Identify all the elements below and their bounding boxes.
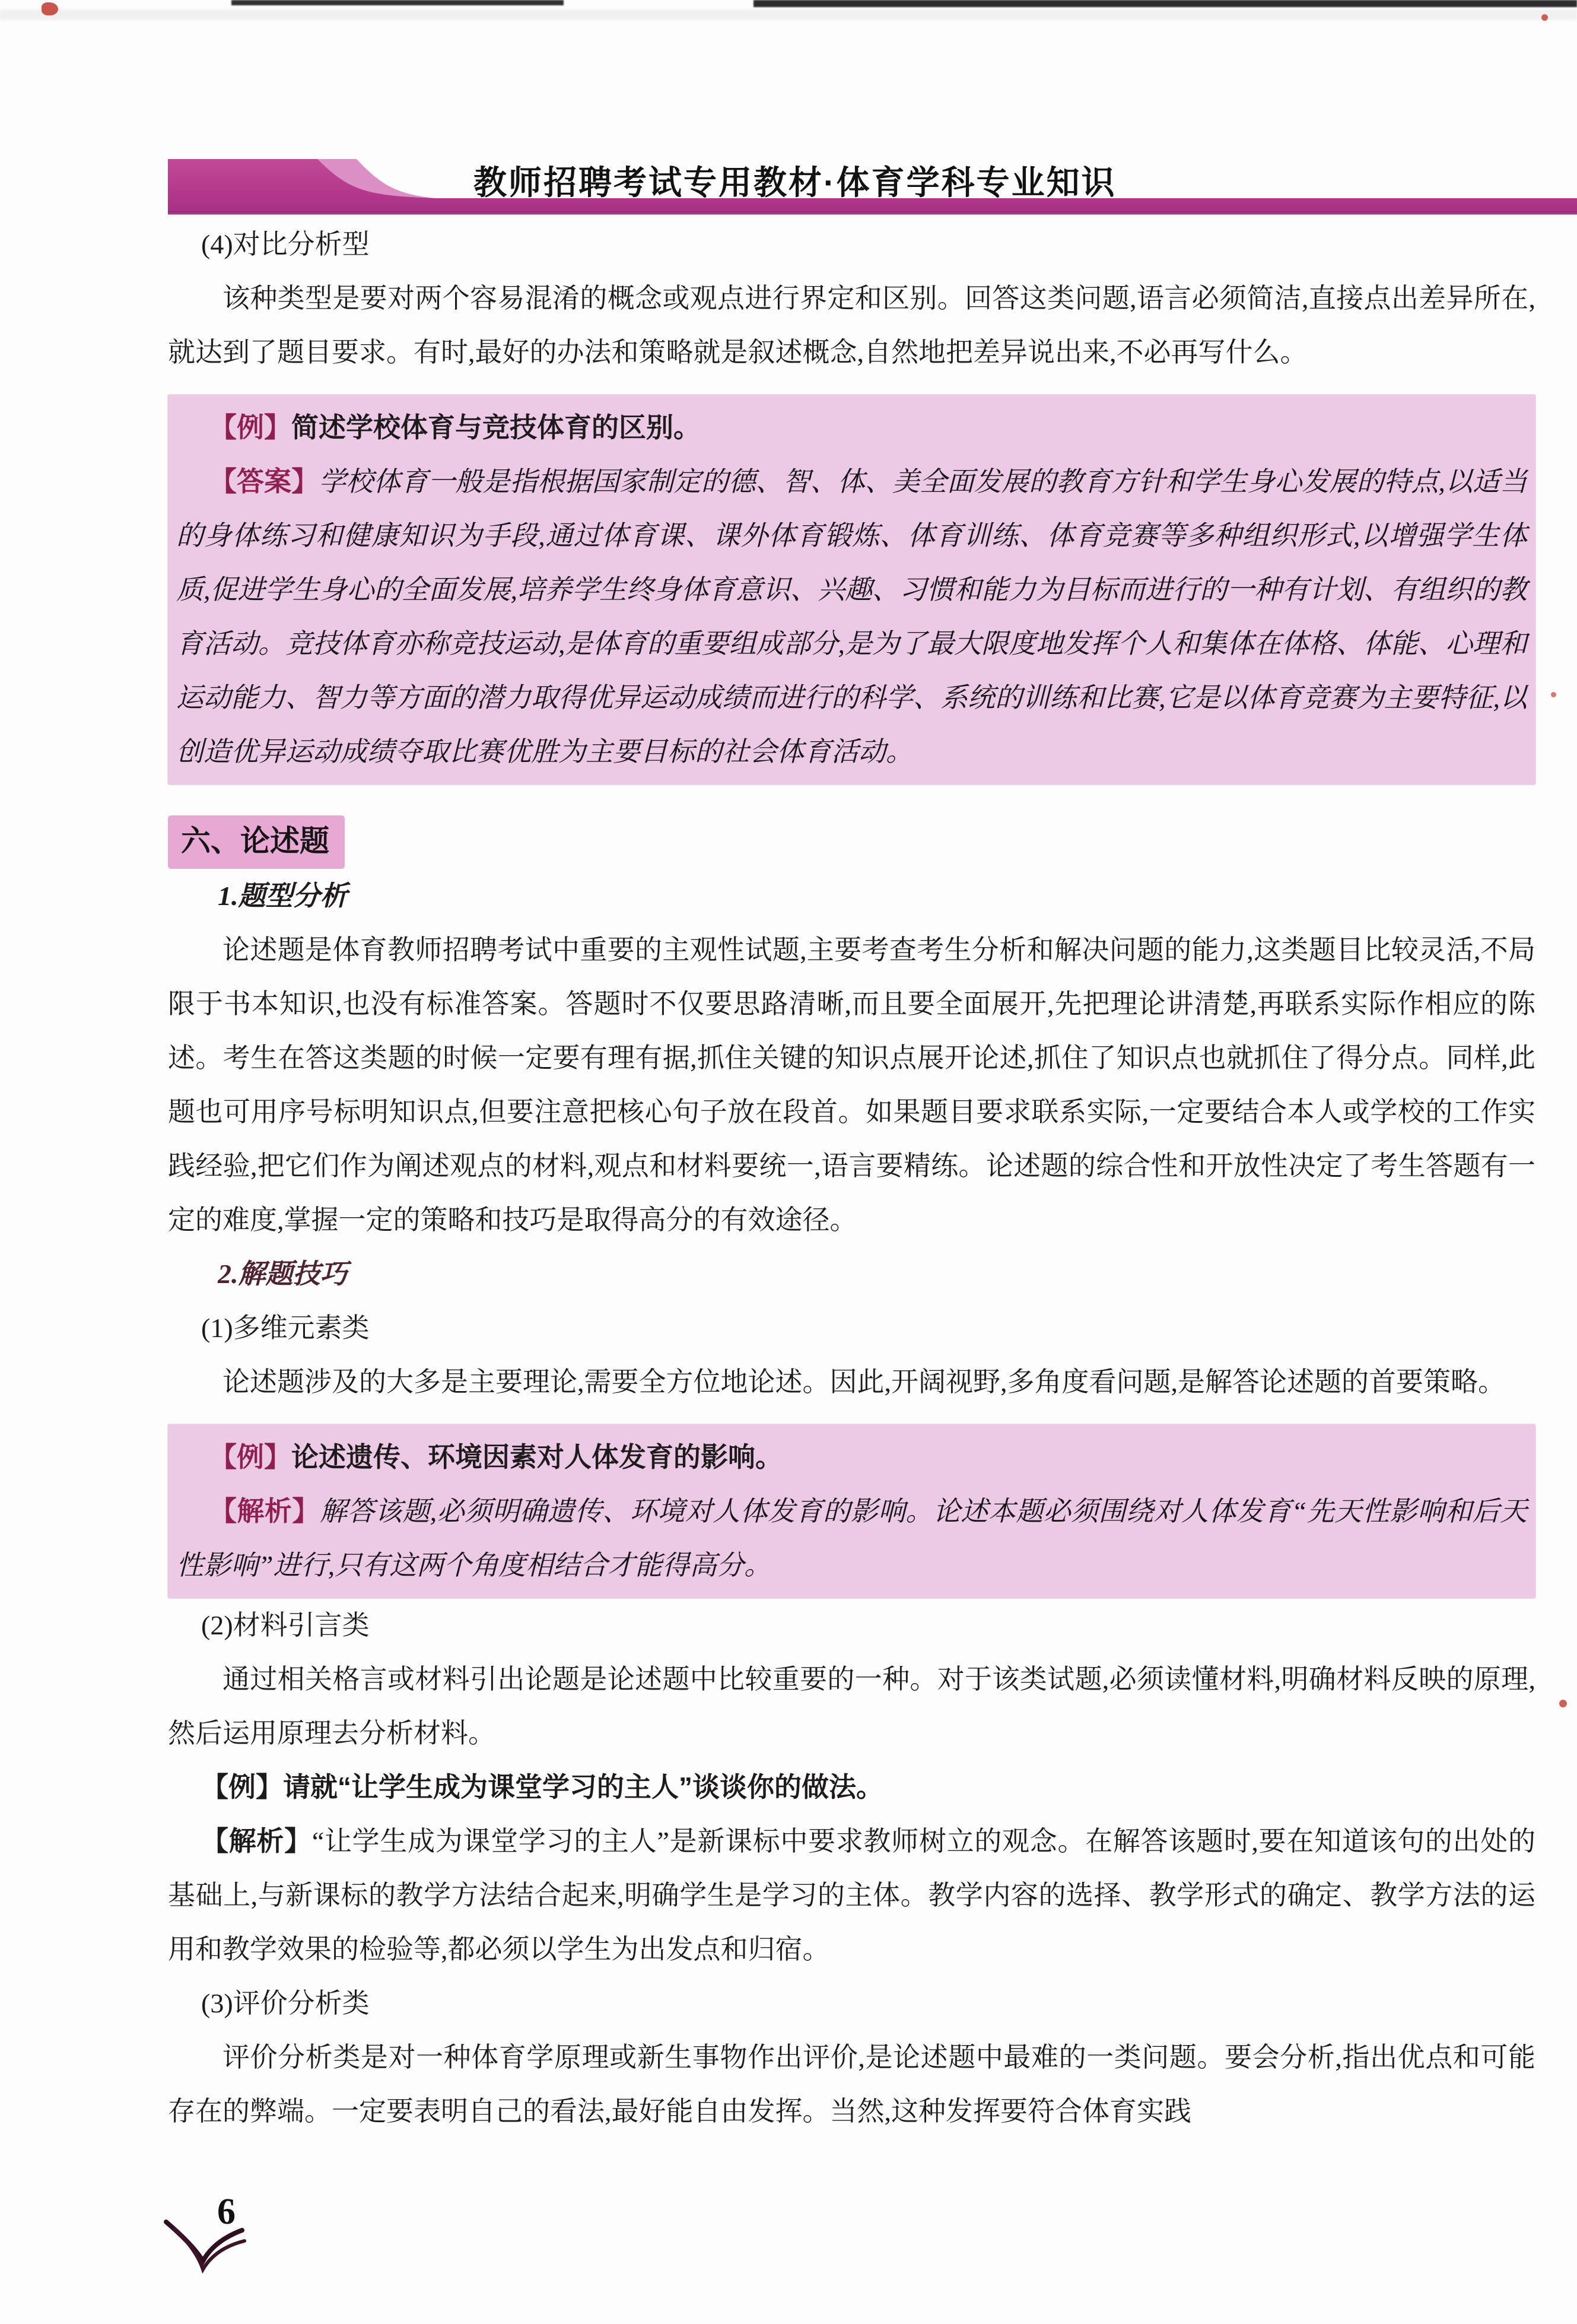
analysis-text-3: “让学生成为课堂学习的主人”是新课标中要求教师树立的观念。在解答该题时,要在知道该句的出处的基础上,与新课标的教学方法结合起来,明确学生是学习的主体。教学内容的选择、教学形式的确定、教学方法的运用和教学效果的检验等,都必须以学生为出发点和归宿。 bbox=[168, 1826, 1536, 1964]
example-text-1: 简述学校体育与竞技体育的区别。 bbox=[291, 412, 701, 443]
section-6-row bbox=[168, 785, 1535, 869]
page-header-title: 教师招聘考试专用教材·体育学科专业知识 bbox=[473, 164, 1117, 201]
example-line-2 bbox=[176, 1430, 1527, 1484]
footer-flourish-icon bbox=[161, 2205, 256, 2280]
analysis-tag-2: 【解析】 bbox=[209, 1496, 320, 1526]
answer-tag-1: 【答案】 bbox=[209, 466, 319, 497]
paragraph-skill-2: 通过相关格言或材料引出论题是论述题中比较重要的一种。对于该类试题,必须读懂材料,明确材料反映的原理,然后运用原理去分析材料。 bbox=[168, 1664, 1535, 1748]
example-tag-3: 【例】 bbox=[201, 1772, 283, 1802]
red-speck-top-right bbox=[1541, 14, 1548, 21]
paragraph-type-4: 该种类型是要对两个容易混淆的概念或观点进行界定和区别。回答这类问题,语言必须简洁,直接点出差异所在,就达到了题目要求。有时,最好的办法和策略就是叙述概念,自然地把差异说出来,不必再写什么。 bbox=[168, 283, 1535, 367]
example-text-3: 请就“让学生成为课堂学习的主人”谈谈你的做法。 bbox=[283, 1771, 883, 1802]
analysis-paragraph-3 bbox=[168, 1814, 1535, 1976]
label-skill-1: (1)多维元素类 bbox=[201, 1313, 370, 1343]
label-skill-3: (3)评价分析类 bbox=[201, 1988, 370, 2018]
header-ribbon bbox=[168, 159, 1577, 215]
red-speck-right-margin-1 bbox=[1551, 692, 1556, 697]
red-speck-top-left bbox=[42, 2, 58, 15]
page-body bbox=[168, 217, 1535, 2138]
paragraph-skill-3: 评价分析类是对一种体育学原理或新生事物作出评价,是论述题中最难的一类问题。要会分析,指出优点和可能存在的弊端。一定要表明自己的看法,最好能自由发挥。当然,这种发挥要符合体育实践 bbox=[168, 2042, 1535, 2126]
label-type-4: (4)对比分析型 bbox=[201, 229, 370, 259]
analysis-paragraph-2 bbox=[176, 1484, 1527, 1592]
answer-paragraph-1 bbox=[176, 455, 1527, 779]
analysis-tag-3: 【解析】 bbox=[201, 1826, 312, 1856]
example-line-3 bbox=[168, 1760, 1535, 1814]
example-line-1 bbox=[176, 401, 1527, 455]
subheading-solving-skills: 2.解题技巧 bbox=[218, 1259, 348, 1289]
subheading-question-analysis: 1.题型分析 bbox=[218, 881, 348, 911]
scan-artifact-top-shadow bbox=[0, 9, 1577, 20]
label-skill-2: (2)材料引言类 bbox=[201, 1610, 370, 1640]
page-number: 6 bbox=[217, 2192, 236, 2232]
paragraph-skill-1: 论述题涉及的大多是主要理论,需要全方位地论述。因此,开阔视野,多角度看问题,是解答论述题的首要策略。 bbox=[222, 1367, 1505, 1397]
example-text-2: 论述遗传、环境因素对人体发育的影响。 bbox=[291, 1442, 783, 1472]
example-analysis-box-2 bbox=[168, 1424, 1535, 1598]
paragraph-question-analysis: 论述题是体育教师招聘考试中重要的主观性试题,主要考查考生分析和解决问题的能力,这类题目比较灵活,不局限于书本知识,也没有标准答案。答题时不仅要思路清晰,而且要全面展开,先把理论讲清楚,再联系实际作相应的陈述。考生在答这类题的时候一定要有理有据,抓住关键的知识点展开论述,抓住了知识点也就抓住了得分点。同样,此题也可用序号标明知识点,但要注意把核心句子放在段首。如果题目要求联系实际,一定要结合本人或学校的工作实践经验,把它们作为阐述观点的材料,观点和材料要统一,语言要精练。论述题的综合性和开放性决定了考生答题有一定的难度,掌握一定的策略和技巧是取得高分的有效途径。 bbox=[168, 935, 1535, 1235]
analysis-text-2: 解答该题,必须明确遗传、环境对人体发育的影响。论述本题必须围绕对人体发育“先天性影响和后天性影响”进行,只有这两个角度相结合才能得高分。 bbox=[176, 1496, 1527, 1580]
scan-artifact-top-right bbox=[753, 0, 1577, 7]
example-tag-1: 【例】 bbox=[209, 412, 291, 443]
section-6-heading: 六、论述题 bbox=[168, 815, 345, 869]
example-tag-2: 【例】 bbox=[209, 1442, 291, 1472]
scan-artifact-top-left bbox=[231, 0, 564, 5]
answer-text-1: 学校体育一般是指根据国家制定的德、智、体、美全面发展的教育方针和学生身心发展的特点,以适当的身体练习和健康知识为手段,通过体育课、课外体育锻炼、体育训练、体育竞赛等多种组织形式,以增强学生体质,促进学生身心的全面发展,培养学生终身体育意识、兴趣、习惯和能力为目标而进行的一种有计划、有组织的教育活动。竞技体育亦称竞技运动,是体育的重要组成部分,是为了最大限度地发挥个人和集体在体格、体能、心理和运动能力、智力等方面的潜力取得优异运动成绩而进行的科学、系统的训练和比赛,它是以体育竞赛为主要特征,以创造优异运动成绩夺取比赛优胜为主要目标的社会体育活动。 bbox=[176, 466, 1527, 767]
example-answer-box-1 bbox=[168, 395, 1535, 785]
red-speck-right-margin-2 bbox=[1559, 1700, 1567, 1707]
